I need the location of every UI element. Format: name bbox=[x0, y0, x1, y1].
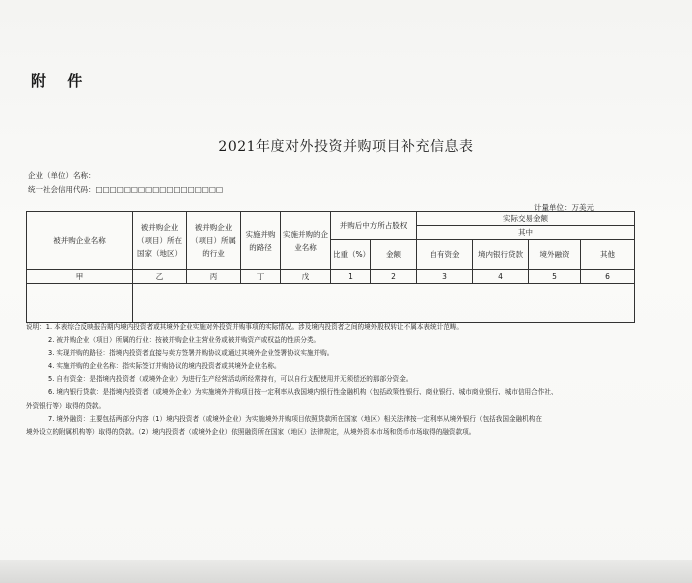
form-title: 2021年度对外投资并购项目补充信息表 bbox=[218, 139, 474, 155]
header-other: 其他 bbox=[581, 240, 635, 270]
header-target-industry: 被并购企业（项目）所属的行业 bbox=[187, 212, 241, 270]
note-line: 7. 境外融资：主要包括两部分内容（1）境内投资者（或境外企业）为实施境外并购项目依照贷款所在国家（地区）相关法律按一定利率从境外银行（包括我国金融机构在 bbox=[48, 414, 542, 423]
code-cell: 乙 bbox=[133, 270, 187, 284]
code-cell: 3 bbox=[417, 270, 473, 284]
data-entry-row bbox=[27, 284, 635, 323]
notes-section bbox=[26, 321, 646, 439]
code-cell: 2 bbox=[371, 270, 417, 284]
header-actual-amount: 实际交易金额 bbox=[417, 212, 635, 226]
header-target-name: 被并购企业名称 bbox=[27, 212, 133, 270]
header-ratio: 比重（%） bbox=[331, 240, 371, 270]
note-line: 3. 实现并购的路径：指境内投资者直接与卖方签署并购协议或通过其境外企业签署协议实施并购。 bbox=[48, 349, 334, 358]
unit-label: 计量单位：万美元 bbox=[534, 203, 594, 212]
note-line: 外资银行等）取得的贷款。 bbox=[26, 401, 106, 410]
header-amount: 金额 bbox=[371, 240, 417, 270]
header-of-which: 其中 bbox=[417, 226, 635, 240]
header-acquirer-name: 实施并购的企业名称 bbox=[281, 212, 331, 270]
note-line: 说明：1. 本表综合反映报告期内境内投资者或其境外企业实施对外投资并购事项的实际情况。涉及境内投资者之间的境外股权转让不属本表统计范畴。 bbox=[26, 323, 463, 331]
header-path: 实施并购的路径 bbox=[241, 212, 281, 270]
credit-code-label: 统一社会信用代码：□□□□□□□□□□□□□□□□□□ bbox=[28, 185, 224, 194]
header-target-country: 被并购企业（项目）所在国家（地区） bbox=[133, 212, 187, 270]
code-cell: 5 bbox=[529, 270, 581, 284]
info-table bbox=[26, 211, 635, 323]
note-line: 6. 境内银行贷款：是指境内投资者（或境外企业）为实施境外并购项目按一定利率从我国境内银行性金融机构（包括政策性银行、商业银行、城市商业银行、城市信用合作社、 bbox=[48, 388, 558, 397]
code-cell: 甲 bbox=[27, 270, 133, 284]
attachment-label: 附 件 bbox=[31, 72, 91, 90]
page-fold-shadow bbox=[0, 560, 692, 583]
header-own-funds: 自有资金 bbox=[417, 240, 473, 270]
code-cell: 6 bbox=[581, 270, 635, 284]
note-line: 2. 被并购企业（项目）所属的行业：按被并购企业主营业务或被并购资产或权益的性质分类。 bbox=[48, 336, 321, 345]
code-cell: 4 bbox=[473, 270, 529, 284]
code-cell: 丁 bbox=[241, 270, 281, 284]
entry-cell[interactable] bbox=[27, 284, 133, 323]
note-line: 4. 实施并购的企业名称：指实际签订并购协议的境内投资者或其境外企业名称。 bbox=[48, 362, 281, 371]
header-overseas-finance: 境外融资 bbox=[529, 240, 581, 270]
code-cell: 丙 bbox=[187, 270, 241, 284]
header-share-group: 并购后中方所占股权 bbox=[331, 212, 417, 240]
note-line: 5. 自有资金：是指境内投资者（或境外企业）为进行生产经营活动所经常持有，可以自行支配使用并无须偿还的那部分资金。 bbox=[48, 375, 413, 384]
code-cell: 1 bbox=[331, 270, 371, 284]
entry-cell-blank bbox=[133, 284, 635, 323]
code-cell: 戊 bbox=[281, 270, 331, 284]
header-domestic-loan: 境内银行贷款 bbox=[473, 240, 529, 270]
code-row bbox=[27, 270, 635, 284]
note-line: 境外设立的附属机构等）取得的贷款。（2）境内投资者（或境外企业）依照融资所在国家（地区）法律规定，从境外资本市场和货币市场取得的融资款项。 bbox=[26, 427, 476, 436]
enterprise-name-label: 企业（单位）名称： bbox=[28, 171, 96, 180]
